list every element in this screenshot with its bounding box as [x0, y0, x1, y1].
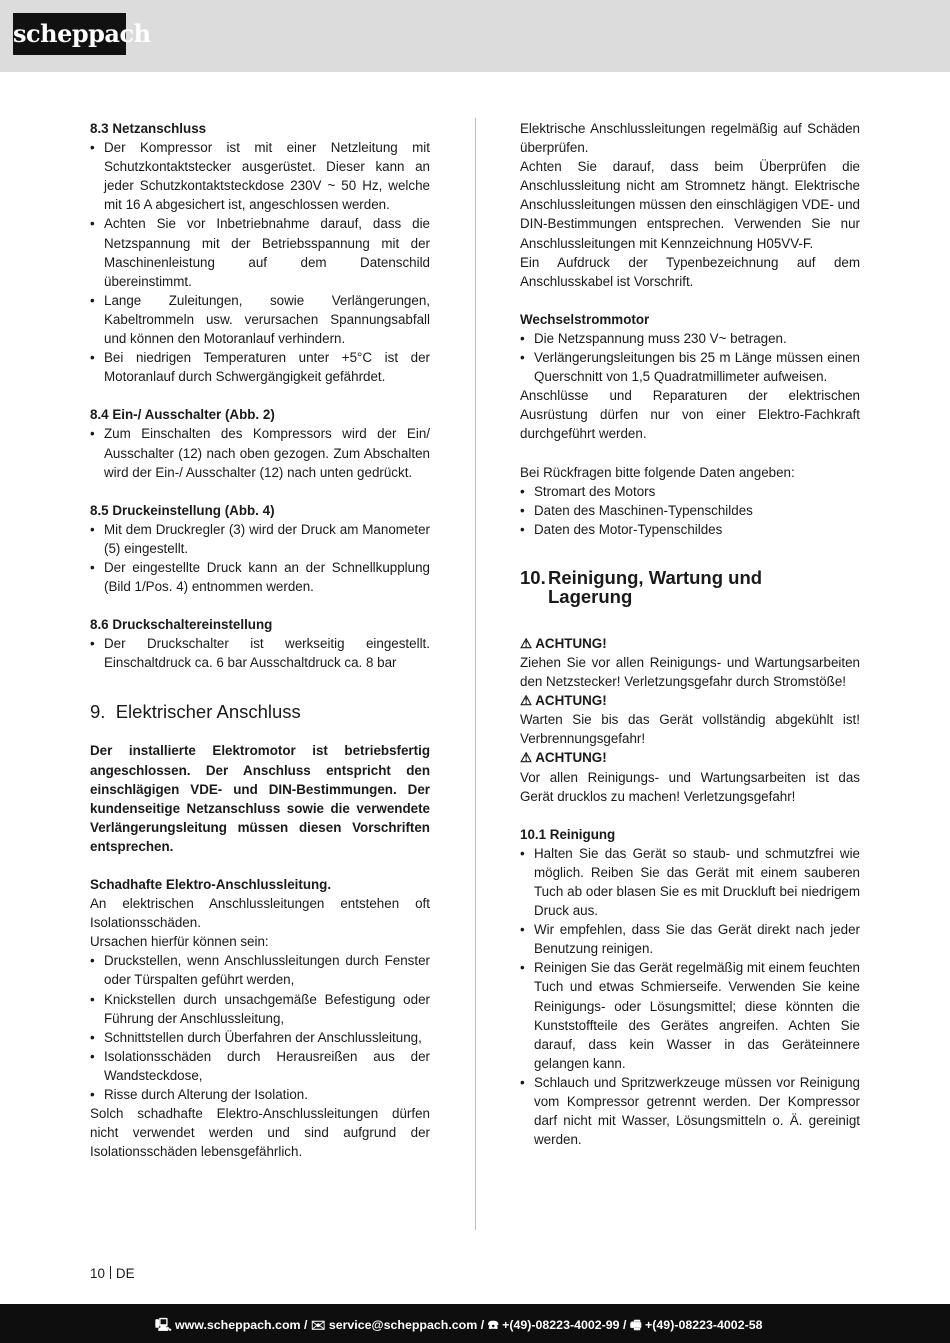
defect-paragraph: Ursachen hierfür können sein: — [90, 934, 269, 950]
list-item: • Risse durch Alterung der Isolation. — [90, 1085, 430, 1104]
warning-label: ACHTUNG! — [535, 635, 607, 651]
section-8-5-title: 8.5 Druckeinstellung (Abb. 4) — [90, 502, 275, 518]
section-8-6-title: 8.6 Druckschaltereinstellung — [90, 617, 273, 633]
list-item: • Isolationsschäden durch Herausreißen aus der Wandsteckdose, — [90, 1047, 430, 1085]
warning-triangle-icon: ⚠ — [520, 635, 533, 651]
warning-text: Vor allen Reinigungs- und Wartungsarbeiten ist das Gerät drucklos zu machen! Verletzungsgefahr! — [520, 769, 860, 804]
paragraph: Achten Sie darauf, dass beim Überprüfen die Anschlussleitung nicht am Stromnetz hängt. Elektrische Anschlussleitungen müssen den einschlägigen VDE- und DIN-Bestimmungen entsprechen. Verwenden Sie nur Anschlussleitungen mit Kennzeichnung H05VV-F. — [520, 159, 860, 251]
list-item: • Zum Einschalten des Kompressors wird der Ein/ Ausschalter (12) nach oben gezogen. Zum Abschalten wird der Ein-/ Ausschalter (12) nach unten gedrückt. — [90, 424, 430, 481]
defect-title: Schadhafte Elektro-Anschlussleitung. — [90, 877, 332, 892]
section-8-3-title: 8.3 Netzanschluss — [90, 121, 207, 136]
list-item: • Der eingestellte Druck kann an der Schnellkupplung (Bild 1/Pos. 4) entnommen werden. — [90, 558, 430, 596]
footer-web[interactable]: www.scheppach.com — [174, 1318, 301, 1332]
section-8-4-title: 8.4 Ein-/ Ausschalter (Abb. 2) — [90, 407, 275, 423]
warning-heading — [520, 634, 860, 653]
footer-phone[interactable]: +(49)-08223-4002-99 — [502, 1318, 620, 1332]
left-column — [90, 119, 430, 1161]
warning-triangle-icon: ⚠ — [520, 693, 533, 709]
list-item: • Bei niedrigen Temperaturen unter +5°C ist der Motoranlauf durch Schwergängigkeit gefährdet. — [90, 348, 430, 386]
paragraph: Ein Aufdruck der Typenbezeichnung auf dem Anschlusskabel ist Vorschrift. — [520, 254, 860, 289]
warning-label: ACHTUNG! — [535, 750, 607, 766]
section-9-intro: Der installierte Elektromotor ist betriebsfertig angeschlossen. Der Anschluss entspricht den einschlägigen VDE- und DIN-Bestimmungen. Der kundenseitige Netzanschluss sowie die verwendete Verlängerungsleitung müssen diesen Vorschriften entsprechen. — [90, 743, 430, 854]
section-9-number: 9. — [90, 701, 106, 723]
warning-heading — [520, 748, 860, 767]
list-item: • Reinigen Sie das Gerät regelmäßig mit einem feuchten Tuch und etwas Schmierseife. Verwenden Sie keine Reinigungs- oder Lösungsmittel; diese könnten die Kunststoffteile des Gerätes angreifen. Achten Sie darauf, dass kein Wasser in das Geräteinnere gelangen kann. — [520, 958, 860, 1073]
list-item: • Verlängerungsleitungen bis 25 m Länge müssen einen Querschnitt von 1,5 Quadratmillimeter aufweisen. — [520, 348, 860, 386]
list-item: • Der Kompressor ist mit einer Netzleitung mit Schutzkontaktstecker ausgerüstet. Dieser kann an jeder Schutzkontaktsteckdose 230V ~ 50 Hz, welche mit 16 A abgesichert ist, angeschlossen werden. — [90, 138, 430, 214]
warning-text: Warten Sie bis das Gerät vollständig abgekühlt ist! Verbrennungsgefahr! — [520, 712, 860, 747]
page-number-value: 10 — [90, 1266, 105, 1281]
defect-paragraph: Solch schadhafte Elektro-Anschlussleitungen dürfen nicht verwendet werden und sind aufgrund der Isolationsschäden lebensgefährlich. — [90, 1106, 430, 1160]
section-10-title: Reinigung, Wartung und Lagerung — [548, 566, 763, 607]
warning-triangle-icon: ⚠ — [520, 750, 533, 766]
list-item: • Wir empfehlen, dass Sie das Gerät direkt nach jeder Benutzung reinigen. — [520, 920, 860, 958]
ac-motor-title: Wechselstrommotor — [520, 311, 650, 327]
footer-separator: / — [477, 1318, 488, 1332]
envelope-icon: ✉ — [310, 1318, 326, 1332]
page-number — [90, 1266, 135, 1281]
warning-label: ACHTUNG! — [535, 693, 607, 709]
section-10-1-title: 10.1 Reinigung — [520, 826, 616, 842]
footer-contact — [155, 1316, 763, 1337]
paragraph: Anschlüsse und Reparaturen der elektrischen Ausrüstung dürfen nur von einer Elektro-Fachkraft durchgeführt werden. — [520, 388, 860, 442]
footer-separator: / — [300, 1318, 311, 1332]
list-item: • Halten Sie das Gerät so staub- und schmutzfrei wie möglich. Reiben Sie das Gerät mit einem sauberen Tuch ab oder blasen Sie es mit Druckluft bei niedrigem Druck aus. — [520, 844, 860, 920]
list-item: • Der Druckschalter ist werkseitig eingestellt. Einschaltdruck ca. 6 bar Ausschaltdruck ca. 8 bar — [90, 634, 430, 672]
column-divider — [475, 118, 476, 1230]
footer-separator: / — [619, 1318, 630, 1332]
fax-icon: 🖷 — [629, 1318, 642, 1332]
list-item: • Schnittstellen durch Überfahren der Anschlussleitung, — [90, 1028, 430, 1047]
list-item: • Lange Zuleitungen, sowie Verlängerungen, Kabeltrommeln usw. verursachen Spannungsabfall und können den Motoranlauf verhindern. — [90, 291, 430, 348]
list-item: • Achten Sie vor Inbetriebnahme darauf, dass die Netzspannung mit der Betriebsspannung mit der Maschinenleistung auf dem Datenschild übereinstimmt. — [90, 214, 430, 290]
footer-fax: +(49)-08223-4002-58 — [645, 1318, 763, 1332]
section-9-title: Elektrischer Anschluss — [115, 701, 301, 723]
right-column — [520, 119, 860, 1149]
section-10-heading — [520, 568, 860, 606]
page-number-separator — [110, 1266, 111, 1279]
section-10-number: 10. — [520, 566, 546, 588]
computer-icon: 🖳 — [155, 1318, 172, 1332]
list-item: • Stromart des Motors — [520, 482, 860, 501]
warning-heading — [520, 691, 860, 710]
scheppach-logo: scheppach — [13, 13, 126, 55]
list-item: • Die Netzspannung muss 230 V~ betragen. — [520, 329, 860, 348]
section-9-heading — [90, 701, 430, 723]
defect-paragraph: An elektrischen Anschlussleitungen entstehen oft Isolationsschäden. — [90, 896, 430, 931]
phone-icon: ☎ — [487, 1318, 499, 1332]
list-item: • Daten des Motor-Typenschildes — [520, 520, 860, 539]
paragraph: Bei Rückfragen bitte folgende Daten angeben: — [520, 464, 795, 480]
header-band — [0, 0, 950, 72]
list-item: • Druckstellen, wenn Anschlussleitungen durch Fenster oder Türspalten geführt werden, — [90, 951, 430, 989]
footer-email[interactable]: service@scheppach.com — [328, 1318, 478, 1332]
list-item: • Mit dem Druckregler (3) wird der Druck am Manometer (5) eingestellt. — [90, 520, 430, 558]
page-language: DE — [115, 1266, 135, 1281]
list-item: • Daten des Maschinen-Typenschildes — [520, 501, 860, 520]
list-item: • Knickstellen durch unsachgemäße Befestigung oder Führung der Anschlussleitung, — [90, 990, 430, 1028]
list-item: • Schlauch und Spritzwerkzeuge müssen vor Reinigung vom Kompressor getrennt werden. Der Kompressor darf nicht mit Wasser, Lösungsmitteln o. Ä. gereinigt werden. — [520, 1073, 860, 1149]
warning-text: Ziehen Sie vor allen Reinigungs- und Wartungsarbeiten den Netzstecker! Verletzungsgefahr durch Stromstöße! — [520, 654, 860, 690]
paragraph: Elektrische Anschlussleitungen regelmäßig auf Schäden überprüfen. — [520, 121, 860, 156]
